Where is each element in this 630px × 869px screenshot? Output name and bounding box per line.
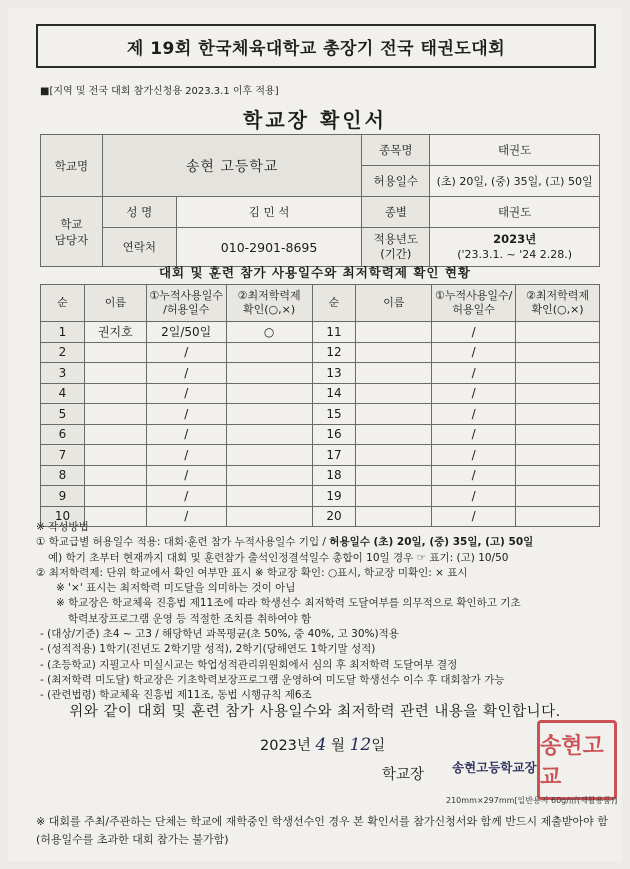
row-number-right: 15 <box>312 404 356 425</box>
document-title: 학교장 확인서 <box>243 108 387 132</box>
note-line: ※ '×' 표시는 최저학력 미도달을 의미하는 것이 아님 <box>56 582 296 595</box>
row-days: / <box>146 445 226 466</box>
row-academic-right <box>516 404 600 425</box>
table-row <box>41 383 600 404</box>
sport-value: 태권도 <box>430 135 600 166</box>
row-days: / <box>146 465 226 486</box>
school-value: 송현 고등학교 <box>102 135 362 197</box>
day-handwritten: 12 <box>349 735 372 755</box>
note-line: ① 학교급별 허용일수 적용: 대회·훈련 참가 누적사용일수 기입 / 허용일수 (초) 20일, (중) 35일, (고) 50일 <box>36 536 534 549</box>
name-value: 김 민 석 <box>176 197 362 228</box>
notes-heading: ※ 작성방법 <box>36 521 89 533</box>
row-academic-right <box>516 445 600 466</box>
row-name-right <box>356 486 432 507</box>
row-number: 5 <box>41 404 85 425</box>
year-label-period: (기간) <box>380 247 412 261</box>
row-days-right: / <box>432 342 516 363</box>
row-number: 4 <box>41 383 85 404</box>
table-row <box>41 424 600 445</box>
row-name: 권지호 <box>84 322 146 343</box>
row-days: / <box>146 404 226 425</box>
note-line: ※ 학교장은 학교체육 진흥법 제11조에 따라 학생선수 최저학력 도달여부를 의무적으로 확인하고 기초 <box>56 597 521 610</box>
row-number: 10 <box>41 506 85 527</box>
row-number-right: 13 <box>312 363 356 384</box>
row-name-right <box>356 404 432 425</box>
row-days: / <box>146 363 226 384</box>
signature-date: 2023년 4 월 12일 <box>260 735 386 755</box>
year-cell <box>362 228 430 267</box>
row-days: / <box>146 424 226 445</box>
row-academic <box>226 445 312 466</box>
contact-label: 연락처 <box>102 228 176 267</box>
note-line: - (관련법령) 학교체육 진흥법 제11조, 동법 시행규칙 제6조 <box>40 689 312 702</box>
tag-line: ■[지역 및 전국 대회 참가신청용 2023.3.1 이후 적용] <box>40 86 279 97</box>
table-row <box>41 404 600 425</box>
principal-label: 학교장 <box>382 767 425 783</box>
row-academic <box>226 383 312 404</box>
instructions <box>36 520 616 704</box>
row-number-right: 20 <box>312 506 356 527</box>
footnote: ※ 대회를 주최/주관하는 단체는 학교에 재학중인 학생선수인 경우 본 확인서를 참가신청서와 함께 반드시 제출받아야 함(허용일수를 초과한 대회 참가는 불가함) <box>36 815 608 846</box>
sport-label: 종목명 <box>362 135 430 166</box>
row-academic <box>226 465 312 486</box>
row-number: 3 <box>41 363 85 384</box>
row-number-right: 19 <box>312 486 356 507</box>
year-value-cell <box>430 228 600 267</box>
contact-value: 010-2901-8695 <box>176 228 362 267</box>
row-name <box>84 486 146 507</box>
school-stamp: 송현고등학교장 <box>452 760 537 775</box>
period-value: ('23.3.1. ~ '24 2.28.) <box>457 248 573 261</box>
days-label: 허용일수 <box>362 166 430 197</box>
note-line: 학력보장프로그램 운영 등 적절한 조치를 취하여야 함 <box>68 612 312 625</box>
row-number-right: 18 <box>312 465 356 486</box>
paper-spec: 210mm×297mm[일반용지 60g/㎡(재활용품)] <box>446 796 618 805</box>
header-no: 순 <box>41 285 85 322</box>
row-number: 2 <box>41 342 85 363</box>
row-name <box>84 424 146 445</box>
row-number: 1 <box>41 322 85 343</box>
table-row <box>41 322 600 343</box>
header-academic-right: ②최저학력제 확인(○,×) <box>516 285 600 322</box>
table-header <box>41 285 600 322</box>
row-academic <box>226 424 312 445</box>
table-row <box>41 486 600 507</box>
row-days: / <box>146 486 226 507</box>
header-academic: ②최저학력제 확인(○,×) <box>226 285 312 322</box>
section-title: 대회 및 훈련 참가 사용일수와 최저학력제 확인 현황 <box>158 265 472 280</box>
row-academic-right <box>516 342 600 363</box>
row-number: 7 <box>41 445 85 466</box>
row-days-right: / <box>432 465 516 486</box>
row-days-right: / <box>432 322 516 343</box>
month-handwritten: 4 <box>315 735 327 755</box>
row-academic-right <box>516 486 600 507</box>
header-no-right: 순 <box>312 285 356 322</box>
confirm-statement: 위와 같이 대회 및 훈련 참가 사용일수와 최저학력 관련 내용을 확인합니다. <box>69 704 561 720</box>
row-name-right <box>356 363 432 384</box>
row-academic <box>226 486 312 507</box>
type-value: 태권도 <box>430 197 600 228</box>
name-label: 성 명 <box>102 197 176 228</box>
row-name <box>84 383 146 404</box>
row-number: 9 <box>41 486 85 507</box>
note-line: - (초등학교) 지필고사 미실시교는 학업성적관리위원회에서 심의 후 최저학력 도달여부 결정 <box>40 658 458 671</box>
row-name <box>84 445 146 466</box>
row-academic-right <box>516 322 600 343</box>
row-name-right <box>356 383 432 404</box>
row-academic-right <box>516 424 600 445</box>
year-value: 2023년 <box>493 232 537 246</box>
row-academic <box>226 363 312 384</box>
row-name-right <box>356 445 432 466</box>
row-number-right: 16 <box>312 424 356 445</box>
row-days-right: / <box>432 486 516 507</box>
row-academic-right <box>516 383 600 404</box>
type-label: 종별 <box>362 197 430 228</box>
row-number-right: 14 <box>312 383 356 404</box>
row-number: 8 <box>41 465 85 486</box>
note-line: - (대상/기준) 초4 ~ 고3 / 해당학년 과목평균(초 50%, 중 40%, 고 30%)적용 <box>40 628 399 641</box>
year-label: 적용년도 <box>373 232 419 246</box>
table-row <box>41 363 600 384</box>
info-table <box>40 134 600 267</box>
header-days: ①누적사용일수 /허용일수 <box>146 285 226 322</box>
row-days: / <box>146 506 226 527</box>
table-row <box>41 465 600 486</box>
row-name-right <box>356 465 432 486</box>
row-days: / <box>146 383 226 404</box>
row-academic-right <box>516 363 600 384</box>
row-academic <box>226 404 312 425</box>
row-days: / <box>146 342 226 363</box>
header-name-right: 이름 <box>356 285 432 322</box>
row-name <box>84 404 146 425</box>
row-days-right: / <box>432 363 516 384</box>
official-seal-icon: 송현고교 <box>537 720 617 800</box>
row-academic <box>226 342 312 363</box>
row-name <box>84 465 146 486</box>
row-name-right <box>356 322 432 343</box>
manager-label: 학교 담당자 <box>41 197 103 267</box>
row-name-right <box>356 424 432 445</box>
table-row <box>41 445 600 466</box>
note-line: ② 최저학력제: 단위 학교에서 확인 여부만 표시 ※ 학교장 확인: ○표시, 학교장 미확인: × 표시 <box>36 566 468 579</box>
header-name: 이름 <box>84 285 146 322</box>
school-label: 학교명 <box>41 135 103 197</box>
row-days: 2일/50일 <box>146 322 226 343</box>
row-days-right: / <box>432 383 516 404</box>
table-row <box>41 342 600 363</box>
row-days-right: / <box>432 424 516 445</box>
participation-table <box>40 284 600 527</box>
note-line: - (최저학력 미도달) 학교장은 기초학력보장프로그램 운영하여 미도달 학생선수 이수 후 대회참가 가능 <box>40 673 505 686</box>
row-number: 6 <box>41 424 85 445</box>
event-title: 제 19회 한국체육대학교 총장기 전국 태권도대회 <box>36 24 596 68</box>
row-number-right: 11 <box>312 322 356 343</box>
header-days-right: ①누적사용일수/ 허용일수 <box>432 285 516 322</box>
note-line: 예) 학기 초부터 현재까지 대회 및 훈련참가 출석인정결석일수 총합이 10일 경우 ☞ 표기: (고) 10/50 <box>48 551 509 564</box>
row-days-right: / <box>432 404 516 425</box>
row-days-right: / <box>432 506 516 527</box>
row-name-right <box>356 342 432 363</box>
row-number-right: 17 <box>312 445 356 466</box>
row-academic: ○ <box>226 322 312 343</box>
row-academic-right <box>516 465 600 486</box>
row-name <box>84 363 146 384</box>
row-number-right: 12 <box>312 342 356 363</box>
note-line: - (성적적용) 1학기(전년도 2학기말 성적), 2학기(당해연도 1학기말 성적) <box>40 643 376 656</box>
row-days-right: / <box>432 445 516 466</box>
row-name <box>84 342 146 363</box>
days-value: (초) 20일, (중) 35일, (고) 50일 <box>430 166 600 197</box>
